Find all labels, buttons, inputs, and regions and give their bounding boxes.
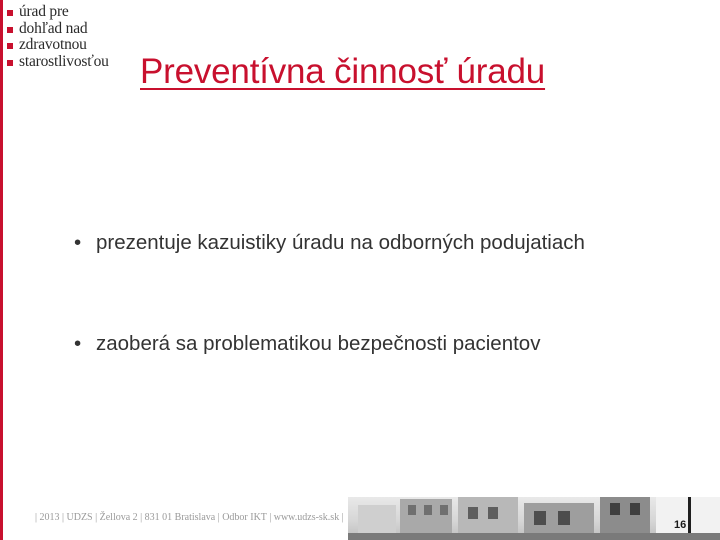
footer-text: | 2013 | UDZS | Žellova 2 | 831 01 Bratislava | Odbor IKT | www.udzs-sk.sk | <box>35 512 344 523</box>
logo-line <box>7 21 109 38</box>
accent-bar <box>0 0 3 540</box>
logo-text-4: starostlivosťou <box>19 52 109 70</box>
logo-text-3: zdravotnou <box>19 36 87 53</box>
bullet-icon: • <box>74 332 82 355</box>
page-number: 16 <box>674 519 687 531</box>
logo <box>7 4 109 70</box>
bullet-text: prezentuje kazuistiky úradu na odborných podujatiach <box>96 231 585 254</box>
bullet-icon: • <box>74 231 82 254</box>
bullet-item <box>74 231 585 255</box>
logo-square-icon <box>7 60 13 66</box>
logo-line <box>7 37 109 54</box>
logo-square-icon <box>7 10 13 16</box>
logo-square-icon <box>7 27 13 33</box>
logo-text-2: dohľad nad <box>19 19 88 37</box>
bullet-item <box>74 332 540 356</box>
logo-line <box>7 54 109 71</box>
logo-text-1: úrad pre <box>19 3 69 20</box>
logo-line <box>7 4 109 21</box>
building-photo <box>348 497 720 540</box>
slide-title: Preventívna činnosť úradu <box>140 52 546 91</box>
bullet-text: zaoberá sa problematikou bezpečnosti pacientov <box>96 332 541 355</box>
logo-square-icon <box>7 43 13 49</box>
